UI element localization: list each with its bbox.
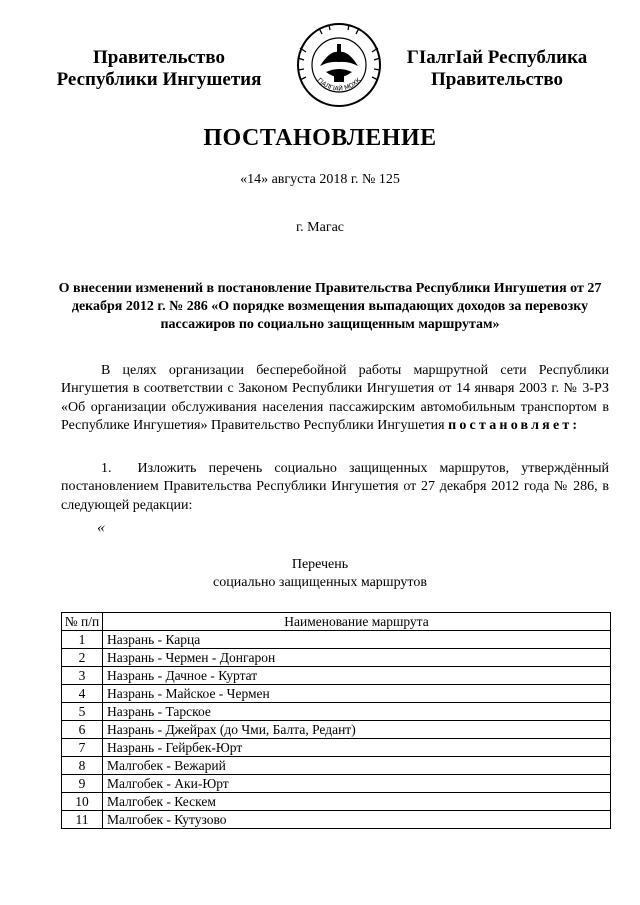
table-row	[62, 649, 611, 667]
route-name: Назрань - Тарское	[103, 703, 611, 721]
table-header-row	[62, 613, 611, 631]
item-1-text: Изложить перечень социально защищенных маршрутов, утверждённый постановлением Правительства Республики Ингушетия от 27 декабря 2012 года № 286, в следующей редакции:	[61, 461, 609, 513]
column-header-route: Наименование маршрута	[103, 613, 611, 631]
intro-paragraph	[61, 362, 609, 435]
route-name: Малгобек - Вежарий	[103, 757, 611, 775]
route-name: Назрань - Майское - Чермен	[103, 685, 611, 703]
route-number: 5	[62, 703, 103, 721]
route-name: Назрань - Карца	[103, 631, 611, 649]
route-number: 3	[62, 667, 103, 685]
table-row	[62, 739, 611, 757]
list-title-line1: Перечень	[291, 557, 349, 572]
document-subject: О внесении изменений в постановление Правительства Республики Ингушетия от 27 декабря 2012 г. № 286 «О порядке возмещения выпадающих доходов за перевозку пассажиров по социально защищенным маршрутам»	[58, 281, 602, 332]
route-number: 4	[62, 685, 103, 703]
table-row	[62, 757, 611, 775]
route-name: Назрань - Джейрах (до Чми, Балта, Редант)	[103, 721, 611, 739]
document-title: ПОСТАНОВЛЕНИЕ	[203, 125, 437, 151]
table-row	[62, 631, 611, 649]
item-1-paragraph	[61, 460, 609, 515]
decrees-word: постановляет:	[448, 417, 581, 433]
route-number: 6	[62, 721, 103, 739]
list-title-line2: социально защищенных маршрутов	[213, 575, 427, 590]
table-row	[62, 667, 611, 685]
header-right-line1: ГIалгIай Республика	[406, 47, 588, 68]
date-and-number: «14» августа 2018 г. № 125	[240, 172, 400, 187]
routes-table	[61, 612, 611, 829]
route-number: 11	[62, 811, 103, 829]
item-1-number: 1.	[101, 461, 112, 476]
table-row	[62, 775, 611, 793]
route-name: Назрань - Дачное - Куртат	[103, 667, 611, 685]
route-name: Малгобек - Кутузово	[103, 811, 611, 829]
city: г. Магас	[296, 220, 344, 235]
intro-text: В целях организации бесперебойной работы маршрутной сети Республики Ингушетия в соответствии с Законом Республики Ингушетия от 14 января 2003 г. № 3-РЗ «Об организации обслуживания населения пассажирским автомобильным транспортом в Республике Ингушетия» Правительство Республики Ингушетия	[61, 363, 609, 433]
table-row	[62, 685, 611, 703]
route-number: 2	[62, 649, 103, 667]
state-emblem	[296, 22, 382, 108]
route-number: 1	[62, 631, 103, 649]
table-row	[62, 703, 611, 721]
route-name: Назрань - Чермен - Донгарон	[103, 649, 611, 667]
table-row	[62, 811, 611, 829]
header-left-line2: Республики Ингушетия	[56, 69, 262, 90]
route-number: 8	[62, 757, 103, 775]
table-row	[62, 793, 611, 811]
header-right-line2: Правительство	[431, 69, 563, 90]
route-name: Малгобек - Кескем	[103, 793, 611, 811]
column-header-number: № п/п	[62, 613, 103, 631]
route-number: 7	[62, 739, 103, 757]
header-left-line1: Правительство	[93, 47, 225, 68]
route-name: Назрань - Гейрбек-Юрт	[103, 739, 611, 757]
svg-text:ГIАЛГIАЙ МОХК: ГIАЛГIАЙ МОХК	[315, 76, 363, 93]
route-name: Малгобек - Аки-Юрт	[103, 775, 611, 793]
header-right	[392, 47, 602, 91]
header-left	[40, 47, 278, 91]
opening-quote: «	[97, 519, 105, 536]
table-row	[62, 721, 611, 739]
route-number: 9	[62, 775, 103, 793]
list-title	[0, 556, 640, 592]
route-number: 10	[62, 793, 103, 811]
